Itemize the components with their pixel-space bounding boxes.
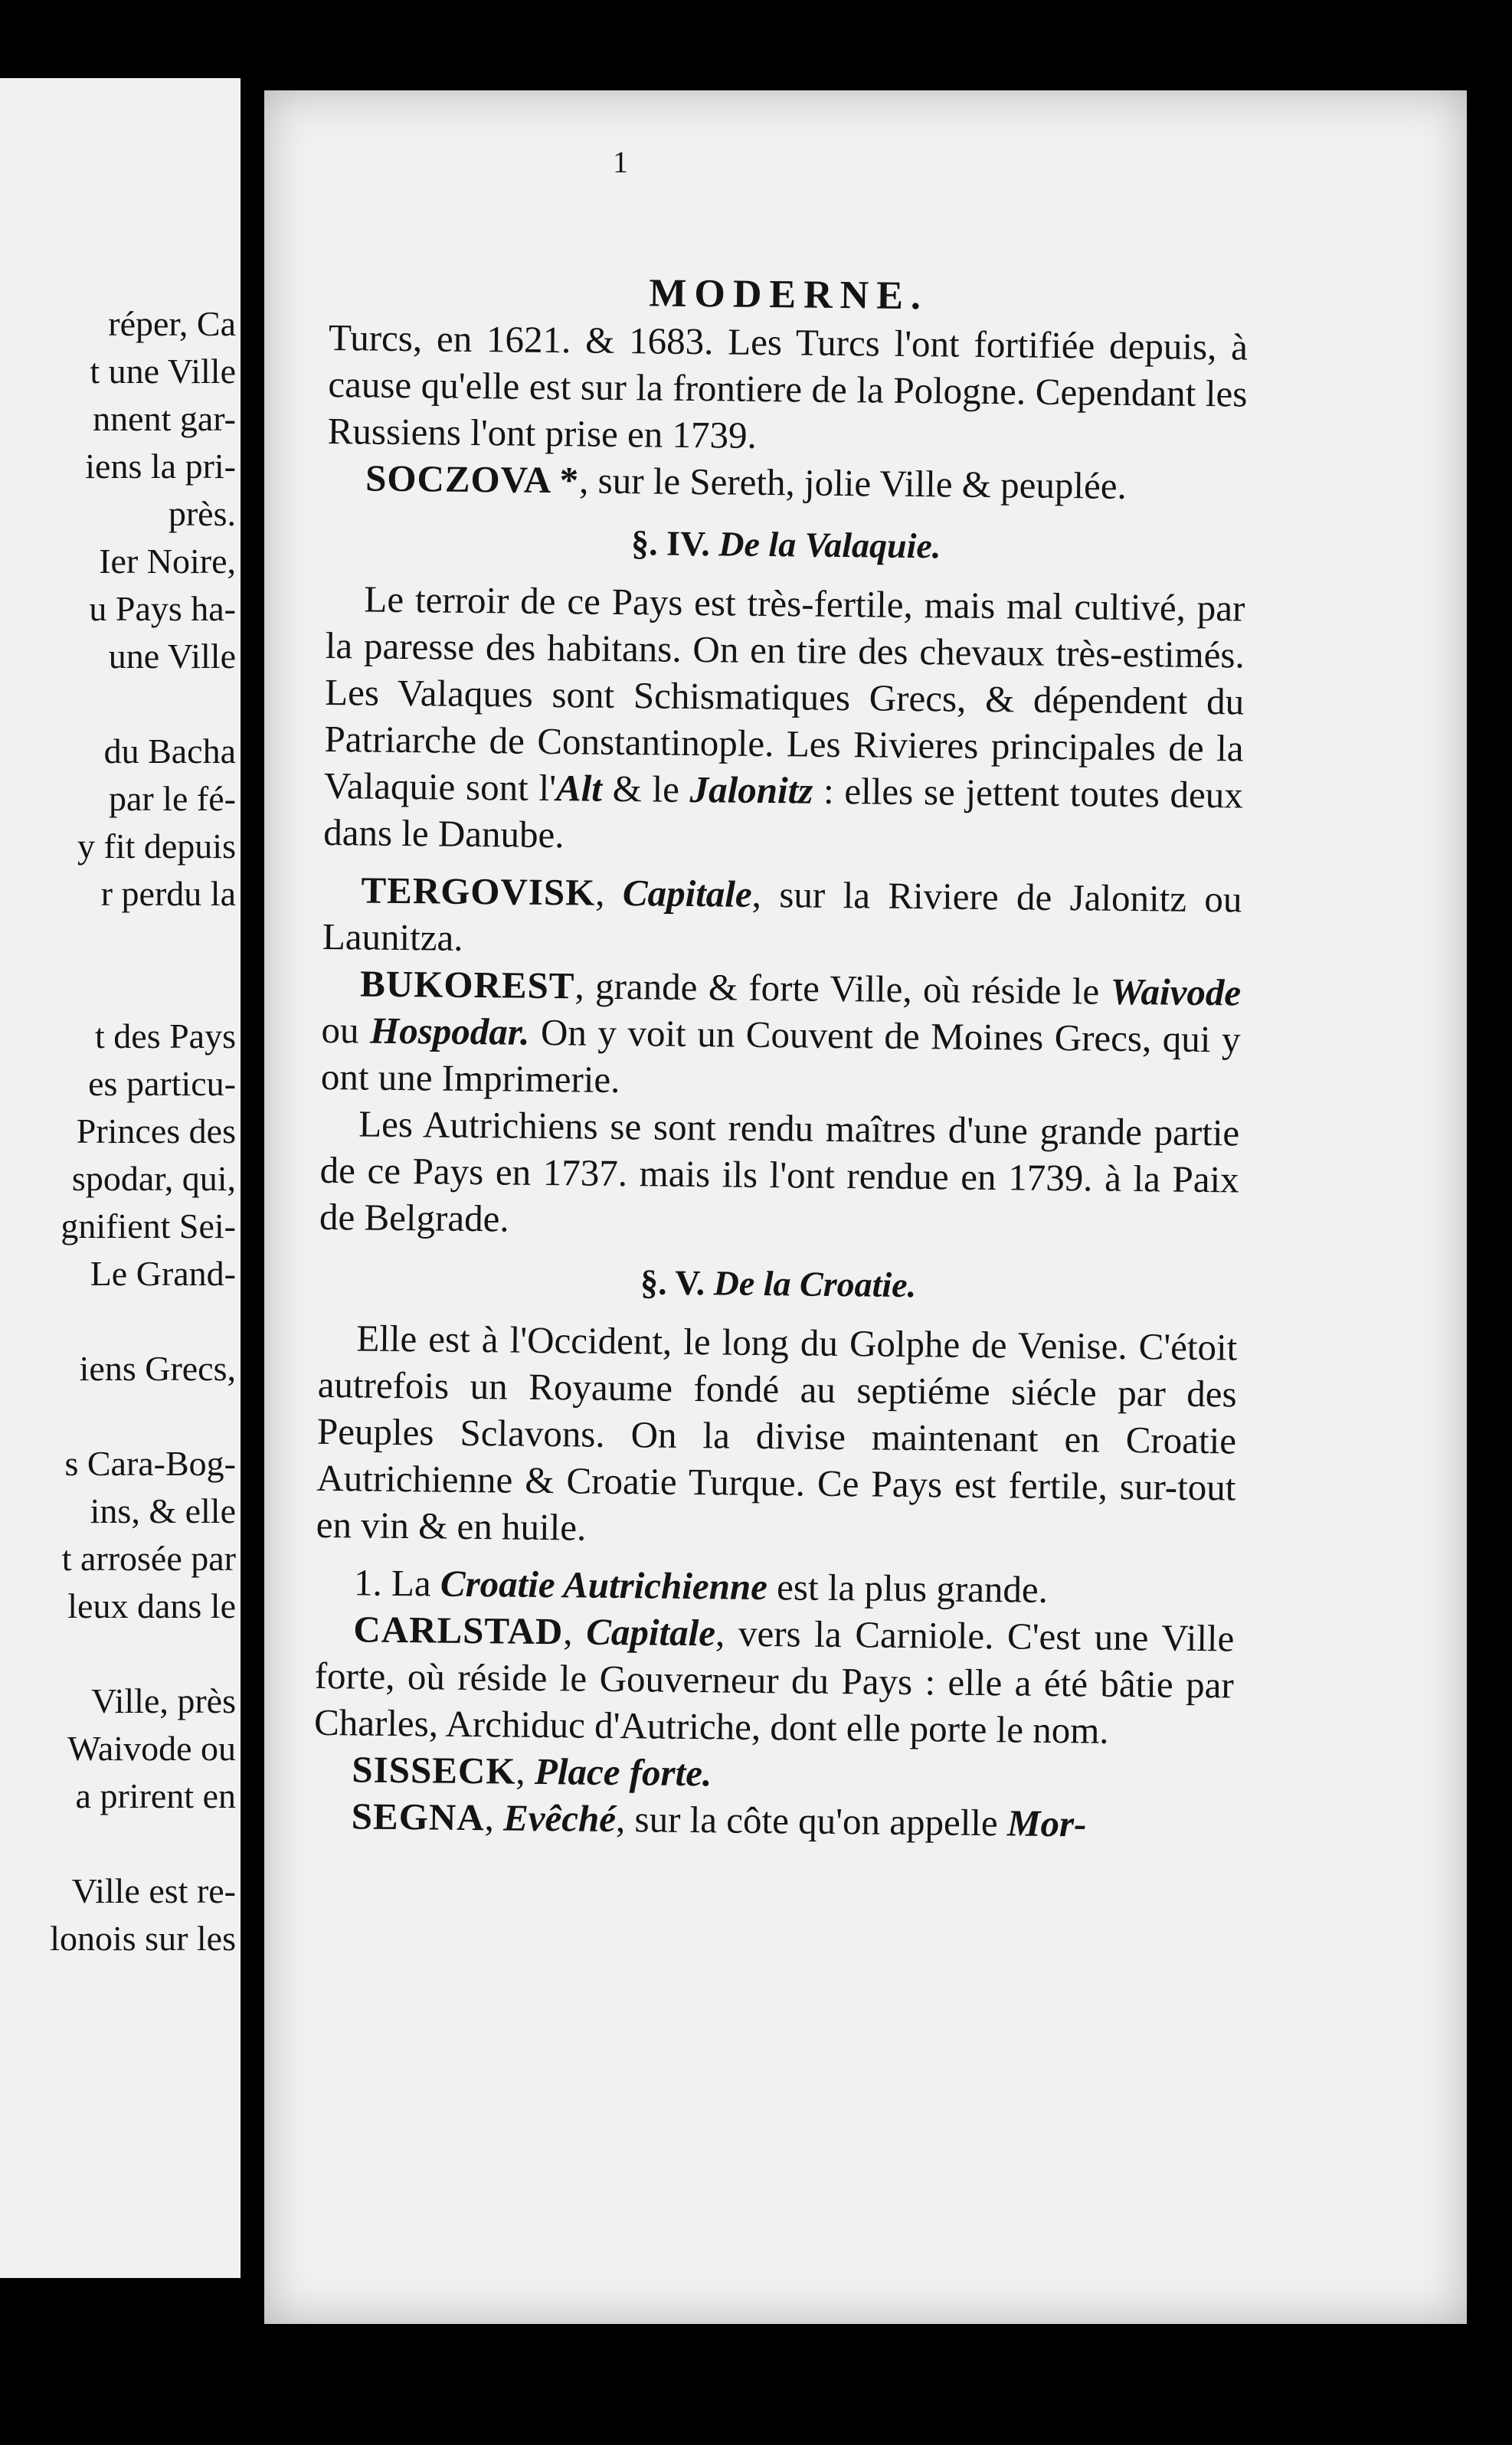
segna-paragraph bbox=[313, 1792, 1233, 1849]
river-alt: Alt bbox=[555, 767, 603, 810]
left-page-line: t arrosée par bbox=[61, 1539, 236, 1578]
left-page-line bbox=[6, 1393, 236, 1440]
left-page-line: par le fé- bbox=[109, 779, 236, 818]
left-page-line bbox=[6, 680, 236, 728]
place-role: Capitale bbox=[622, 872, 753, 915]
place-name-bukorest: BUKOREST bbox=[359, 962, 575, 1007]
left-page-line: près. bbox=[168, 494, 236, 533]
place-name-segna: SEGNA bbox=[351, 1795, 485, 1839]
bukorest-text-c: On y voit un Couvent de Moines Grecs, qui y ont une Imprimerie. bbox=[320, 1010, 1241, 1101]
left-page-line: Ville est re- bbox=[71, 1871, 236, 1910]
soczova-paragraph bbox=[327, 454, 1247, 511]
carlstad-paragraph bbox=[314, 1605, 1235, 1756]
section-heading-valaquie bbox=[326, 516, 1246, 573]
place-role: Capitale bbox=[585, 1610, 716, 1655]
intro-paragraph: Turcs, en 1621. & 1683. Les Turcs l'ont fortifiée depuis, à cause qu'elle est sur la frontiere de la Pologne. Cependant les Russiens l'ont prise en 1739. bbox=[327, 316, 1249, 457]
place-role: Place forte. bbox=[534, 1749, 712, 1795]
valaquie-text-a: Le terroir de ce Pays est très-fertile, mais mal cultivé, par la paresse des habitans. On en tire des chevaux très-estimés. Les Valaques sont Schismatiques Grecs, & dépendent du Patriarche de Constantinople. Les Rivieres principales de la Valaquie sont l' bbox=[323, 578, 1245, 810]
left-page-line bbox=[6, 965, 236, 1013]
tergovisk-paragraph bbox=[322, 866, 1242, 970]
separator: , bbox=[563, 1610, 587, 1653]
left-page-line: réper, Ca bbox=[108, 304, 236, 343]
region-name: Croatie Autrichienne bbox=[440, 1562, 768, 1609]
croatie-paragraph: Elle est à l'Occident, le long du Golphe de Venise. C'étoit autrefois un Royaume fondé au septiéme siécle par des Peuples Sclavons. On la divise maintenant en Croatie Autrichienne & Croatie Turque. Ce Pays est fertile, sur-tout en vin & en huile. bbox=[316, 1317, 1238, 1549]
separator: , bbox=[515, 1749, 535, 1792]
place-name-tergovisk: TERGOVISK bbox=[361, 869, 596, 914]
place-name-sisseck: SISSECK bbox=[352, 1748, 516, 1792]
left-page-line bbox=[6, 1820, 236, 1867]
segna-text: , sur la côte qu'on appelle bbox=[615, 1798, 1008, 1844]
left-page-line bbox=[6, 1630, 236, 1677]
left-page-line: s Cara-Bog- bbox=[64, 1444, 236, 1483]
left-page-line: spodar, qui, bbox=[71, 1159, 236, 1198]
bukorest-text-a: , grande & forte Ville, où réside le bbox=[574, 964, 1111, 1013]
left-page-line: u Pays ha- bbox=[89, 589, 236, 628]
left-page-line: ins, & elle bbox=[90, 1491, 236, 1530]
section-title: De la Valaquie. bbox=[718, 524, 941, 566]
folio-mark: 1 bbox=[613, 145, 628, 179]
separator: , bbox=[484, 1796, 504, 1839]
section-heading-croatie bbox=[319, 1255, 1239, 1312]
autrichiens-paragraph: Les Autrichiens se sont rendu maîtres d'une grande partie de ce Pays en 1737. mais ils l'ont rendue en 1739. à la Paix de Belgrade. bbox=[319, 1102, 1240, 1240]
left-page-line: y fit depuis bbox=[77, 826, 236, 866]
left-page-line: es particu- bbox=[88, 1064, 236, 1103]
title-hospodar: Hospodar. bbox=[369, 1009, 530, 1053]
running-header: MODERNE. bbox=[649, 271, 929, 319]
section-number: §. IV. bbox=[630, 523, 711, 564]
valaquie-text-b: & le bbox=[601, 767, 690, 810]
left-page-line: t une Ville bbox=[90, 352, 236, 391]
left-page-line: Ville, près bbox=[91, 1681, 236, 1720]
valaquie-paragraph bbox=[323, 575, 1245, 866]
left-page-line: Waivode ou bbox=[67, 1729, 236, 1768]
main-page bbox=[264, 90, 1467, 2324]
left-page-line: Ier Noire, bbox=[99, 542, 236, 581]
place-name-carlstad: CARLSTAD bbox=[353, 1608, 564, 1653]
main-text-block bbox=[313, 268, 1249, 1848]
bukorest-text-b: ou bbox=[321, 1008, 371, 1052]
left-page-line: nnent gar- bbox=[93, 399, 236, 438]
left-page-line: lonois sur les bbox=[50, 1919, 236, 1958]
list-prefix: 1. La bbox=[353, 1561, 441, 1605]
left-page-line bbox=[6, 1298, 236, 1345]
place-role: Evêché bbox=[502, 1796, 617, 1841]
left-page-line: gnifient Sei- bbox=[61, 1206, 236, 1245]
left-page-line: une Ville bbox=[108, 637, 236, 676]
place-name-soczova: SOCZOVA * bbox=[365, 457, 580, 502]
catchword: Mor- bbox=[1006, 1802, 1087, 1845]
left-page-line: a prirent en bbox=[75, 1776, 236, 1815]
left-page-line: iens la pri- bbox=[85, 447, 236, 486]
separator: , bbox=[595, 871, 623, 915]
left-page-text bbox=[6, 300, 236, 1962]
left-page-line bbox=[6, 918, 236, 965]
left-page-line: Le Grand- bbox=[90, 1254, 236, 1293]
section-number: §. V. bbox=[640, 1262, 705, 1303]
left-page-line: iens Grecs, bbox=[79, 1349, 236, 1388]
left-page bbox=[0, 78, 241, 2278]
section-title: De la Croatie. bbox=[713, 1263, 917, 1305]
carlstad-text: , vers la Carniole. C'est une Ville forte, où réside le Gouverneur du Pays : elle a été bâtie par Charles, Archiduc d'Autriche, dont elle porte le nom. bbox=[313, 1612, 1235, 1752]
left-page-line: leux dans le bbox=[67, 1586, 236, 1625]
valaquie-text-c: : elles se jettent toutes deux dans le Danube. bbox=[322, 769, 1244, 856]
river-jalonitz: Jalonitz bbox=[689, 768, 813, 812]
tergovisk-text: , sur la Riviere de Jalonitz ou Launitza. bbox=[322, 872, 1242, 959]
region-text: est la plus grande. bbox=[767, 1566, 1049, 1611]
soczova-text: , sur le Sereth, jolie Ville & peuplée. bbox=[578, 459, 1127, 507]
left-page-line: du Bacha bbox=[103, 732, 236, 771]
left-page-line: r perdu la bbox=[100, 874, 236, 913]
left-page-line: Princes des bbox=[76, 1111, 236, 1150]
title-waivode: Waivode bbox=[1110, 970, 1242, 1014]
bukorest-paragraph bbox=[321, 960, 1242, 1110]
left-page-line: t des Pays bbox=[95, 1016, 236, 1056]
